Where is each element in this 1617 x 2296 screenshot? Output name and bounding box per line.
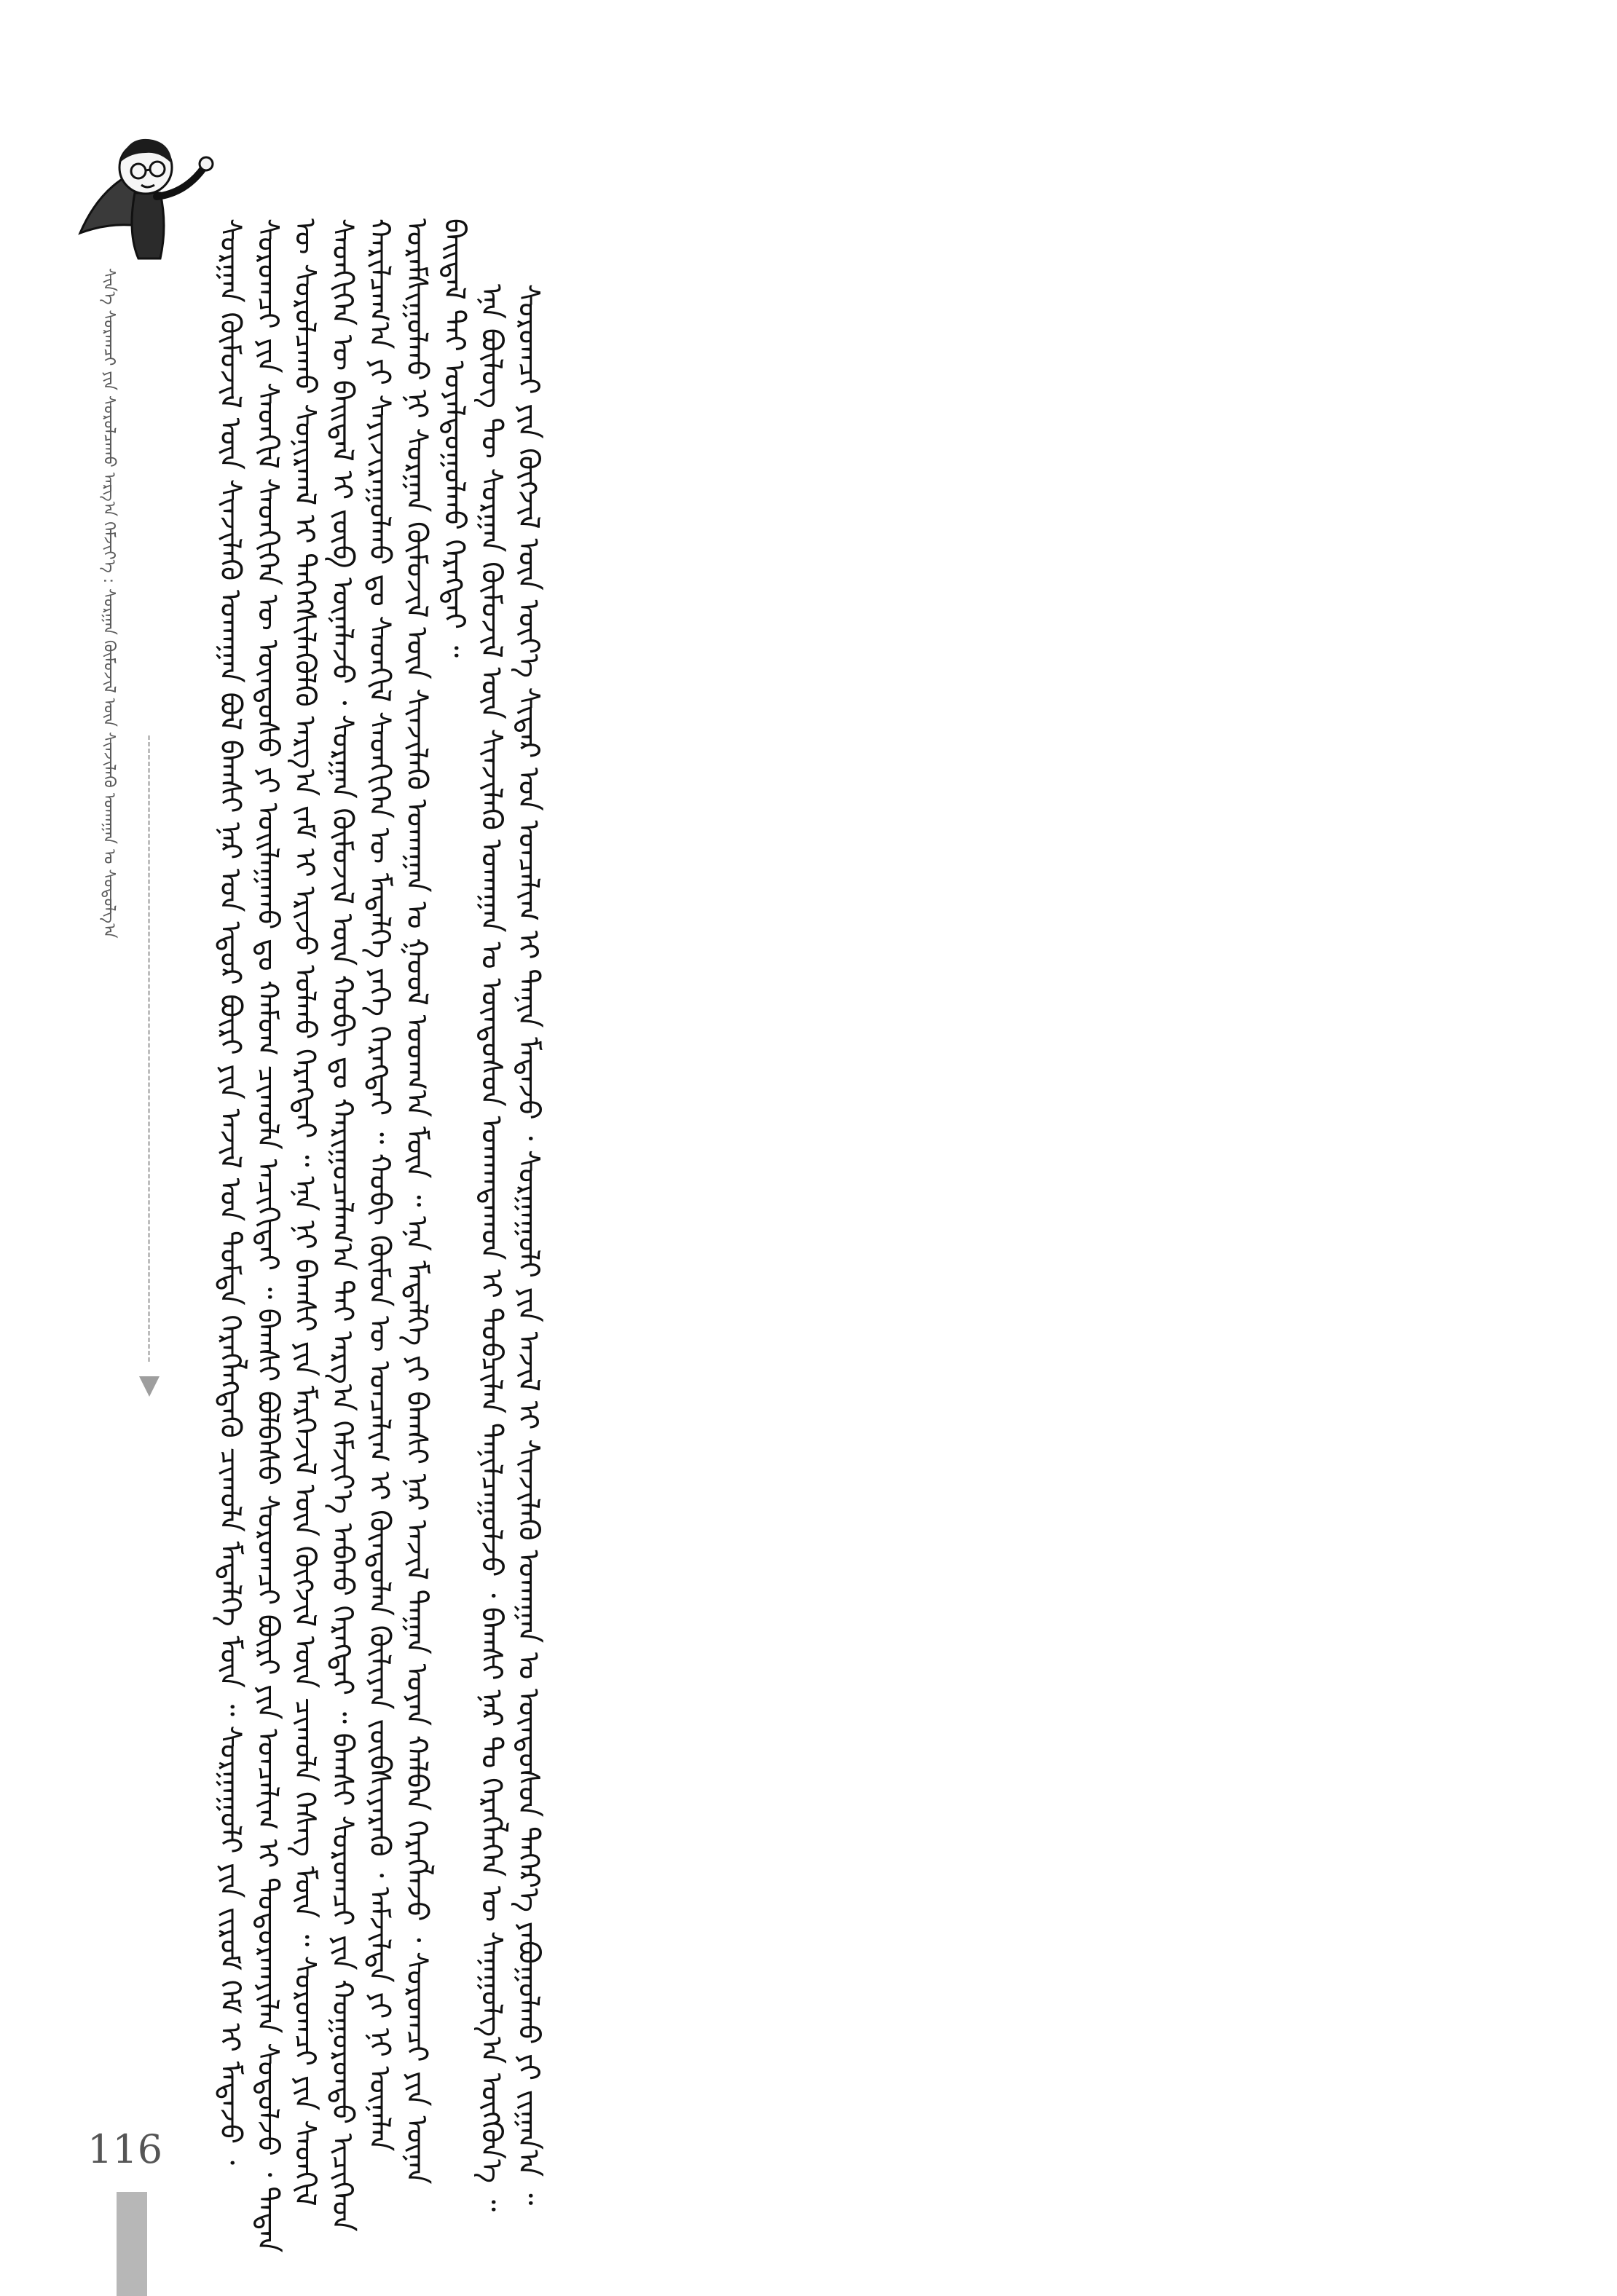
header-dashed-rule [148,735,150,1362]
paragraph: ᠰᠤᠷᠭᠠᠨ ᠬᠦᠮᠦᠵᠢᠯ ᠦᠨ ᠰᠢᠨᠵᠢᠯᠡᠬᠦ ᠤᠬᠠᠭᠠᠨ ᠪᠣᠯ ᠪᠠᠭᠰᠢ ᠨᠠᠷ ᠤᠨ ᠡᠳᠦᠷ ᠪᠦᠷᠢ ᠶᠢᠨ ᠠᠵᠢᠯ ᠤᠨ ᠳᠤᠮᠳᠠ ᠬᠡᠷᠡᠭᠯᠡᠭᠳᠡᠬᠦ ᠴᠢᠬᠤᠯᠠ ᠮᠡᠳᠡᠯᠭᠡ ᠮᠥᠨ ᠃ ᠰᠤᠷᠭᠠᠭᠤᠯᠢ ᠶᠢᠨ ᠵᠢᠷᠤᠮ ᠬᠡᠮ ᠢ ᠮᠡᠳᠡᠵᠦ ᠂ ᠰᠤᠷᠤᠭᠴᠢ ᠶᠢᠨ ᠰᠡᠳᠬᠢᠯ ᠰᠡᠳᠬᠢᠭᠡᠨ ᠦ ᠦᠨᠳᠦᠰᠦ ᠶᠢ ᠣᠢᠯᠠᠭᠠᠬᠤ ᠳᠤ ᠬᠠᠮᠤᠭ ᠴᠢᠬᠤᠯᠠ ᠠᠴᠢᠬᠢᠳᠠᠢ ᠃ ᠪᠠᠭᠰᠢ ᠪᠣᠯᠪᠠᠰᠤ ᠰᠤᠷᠤᠭᠴᠢ ᠪᠦᠷᠢ ᠶᠢᠨ ᠣᠨᠴᠠᠯᠢᠭ ᠢ ᠲᠣᠳᠤᠷᠬᠠᠶᠢᠯᠠᠨ ᠰᠤᠳᠤᠯᠵᠤ ᠂ ᠲᠡᠳᠡᠨ ᠦ ᠰᠤᠷᠤᠯᠴᠠᠬᠤ ᠰᠣᠨᠢᠷᠬᠠᠯ ᠢ ᠳᠡᠭᠡᠭᠰᠢᠯᠡᠭᠦᠯᠬᠦ ᠠᠷᠭ᠎ᠠ ᠵᠠᠮ ᠢ ᠡᠷᠢᠵᠦ ᠣᠯᠬᠤ ᠬᠡᠷᠡᠭᠲᠡᠢ ᠃ ᠡᠨᠡ ᠨᠢ ᠪᠠᠭᠰᠢ ᠶᠢᠨ ᠮᠡᠷᠭᠡᠵᠢᠯ ᠦᠨ ᠬᠥᠭᠵᠢᠯ ᠦᠨ ᠴᠢᠬᠤᠯᠠ ᠬᠡᠰᠡᠭ ᠮᠥᠨ ᠃ ᠰᠤᠷᠤᠭᠴᠢ ᠶᠢᠨ ᠰᠡᠳᠬᠢᠯ ᠰᠡᠳᠬᠢᠭᠡᠨ ᠦ ᠪᠠᠢᠳᠠᠯ ᠢ ᠵᠥᠪ ᠦᠨᠡᠯᠡᠵᠦ ᠂ ᠰᠤᠷᠭᠠᠨ ᠬᠦᠮᠦᠵᠢᠯ ᠦᠨ ᠬᠤᠪᠢ ᠳᠤ ᠬᠠᠷᠢᠭᠤᠴᠠᠯᠠᠭ᠎ᠠ ᠲᠠᠢ ᠠᠷᠭ᠎ᠠ ᠬᠡᠮᠵᠢᠶ᠎ᠡ ᠠᠪᠬᠤ ᠬᠡᠷᠡᠭᠲᠡᠢ ᠃ ᠪᠠᠭᠰᠢ ᠰᠤᠷᠤᠭᠴᠢ ᠶᠢᠨ ᠬᠤᠭᠤᠷᠤᠨᠳᠤ ᠢᠴᠢᠭᠡᠳ ᠬᠠᠷᠢᠯᠴᠠᠭ᠎ᠠ ᠶᠢ ᠰᠠᠶᠢᠵᠢᠷᠠᠭᠤᠯᠬᠤ ᠳᠤ ᠰᠡᠳᠬᠢᠯ ᠰᠡᠳᠬᠢᠭᠡᠨ ᠦ ᠮᠡᠳᠡᠯᠭᠡ ᠶᠡᠬᠡ ᠬᠡᠷᠡᠭᠲᠡᠢ ᠃ ᠬᠤᠪᠢ ᠬᠦᠮᠦᠨ ᠦ ᠣᠨᠴᠠᠯᠢᠭ ᠢ ᠬᠦᠨᠳᠦᠯᠡᠨ ᠬᠦᠯᠢᠶᠡᠨ ᠵᠥᠪᠰᠢᠶᠡᠷᠡᠬᠦ ᠂ ᠠᠮᠵᠢᠯᠲᠠ ᠶᠢ ᠨᠢ ᠦᠨᠡᠯᠡᠨ ᠤᠷᠠᠮᠰᠢᠭᠤᠯᠬᠤ ᠨᠢ ᠰᠤᠷᠭᠠᠨ ᠬᠦᠮᠦᠵᠢᠯ ᠦᠨ ᠰᠢᠨᠵᠢᠯᠡᠬᠦ ᠤᠬᠠᠭᠠᠨ ᠤ ᠭᠣᠣᠯ ᠤᠳᠬ᠎ᠠ ᠮᠥᠨ ᠃ ᠡᠨᠡ ᠮᠡᠳᠡᠯᠭᠡ ᠶᠢ ᠪᠠᠭᠰᠢ ᠨᠠᠷ ᠠᠵᠢᠯ ᠳᠠᠭᠠᠨ ᠤᠶᠠᠨ ᠬᠠᠯᠪᠠᠨ ᠬᠡᠷᠡᠭᠯᠡᠵᠦ ᠂ ᠰᠤᠷᠤᠭᠴᠢ ᠶᠢᠨ ᠦᠨᠡᠨ ᠪᠠᠢᠳᠠᠯ ᠲᠠᠢ ᠤᠶᠠᠯᠳᠤᠭᠤᠯᠬᠤ ᠬᠡᠷᠡᠭᠲᠡᠢ ᠃ [213,218,471,2253]
paragraph: ᠡᠨᠡ ᠪᠦᠯᠦᠭ ᠲᠦ ᠰᠤᠷᠭᠠᠨ ᠬᠦᠮᠦᠵᠢᠯ ᠦᠨ ᠰᠢᠨᠵᠢᠯᠡᠬᠦ ᠤᠬᠠᠭᠠᠨ ᠤ ᠦᠨᠳᠦᠰᠦᠨ ᠤᠬᠠᠭᠳᠠᠬᠤᠨ ᠢ ᠲᠣᠪᠴᠢᠯᠠᠨ ᠲᠠᠨᠢᠯᠴᠠᠭᠤᠯᠵᠤ ᠂ ᠪᠠᠭᠰᠢ ᠨᠠᠷ ᠲᠤ ᠬᠡᠷᠡᠭᠯᠡᠭᠡᠨ ᠦ ᠰᠠᠨᠠᠭᠤᠯᠭ᠎ᠠ ᠥᠭᠭᠦᠨ᠎ᠡ ᠃ ᠰᠤᠷᠤᠭᠴᠢ ᠶᠢᠨ ᠬᠥᠭᠵᠢᠯ ᠦᠨ ᠦᠶ᠎ᠡ ᠰᠢᠳᠠᠷ ᠤᠨ ᠣᠨᠴᠠᠯᠢᠭ ᠢ ᠲᠠᠨᠢᠨ ᠮᠡᠳᠡᠵᠦ ᠂ ᠰᠤᠷᠭᠠᠭᠤᠯᠢ ᠶᠢᠨ ᠠᠵᠢᠯ ᠢ ᠰᠢᠨᠵᠢᠯᠡᠬᠦ ᠤᠬᠠᠭᠠᠨ ᠤ ᠦᠨᠳᠦᠰᠦᠨ ᠳᠡᠭᠡᠷ᠎ᠡ ᠶᠠᠪᠤᠭᠤᠯᠬᠤ ᠶᠢ ᠵᠢᠭᠠᠨ᠎ᠠ ᠃ [474,284,546,2212]
page-number: 116 [87,2126,163,2172]
triangle-arrow-icon [139,1376,160,1397]
running-header: ᠰᠢᠨ᠎ᠡ ᠰᠤᠷᠠᠭᠴᠢ ᠶᠢᠨ ᠰᠤᠷᠤᠯᠴᠠᠬᠤ ᠠᠷᠭ᠎ᠠ ᠬᠡᠮᠵᠢᠶ᠎ᠡ : ᠰᠤᠷᠭᠠᠨ ᠬᠦᠮᠦᠵᠢᠯ ᠦᠨ ᠰᠢᠨᠵᠢᠯᠡᠬᠦ ᠤᠬᠠᠭᠠᠨ ᠤ ᠰᠤᠳᠤᠯᠭ᠎ᠠ [100,268,118,939]
mascot-illustration [58,124,226,269]
page-edge-marker [117,2192,147,2296]
body-text [211,218,1435,2257]
